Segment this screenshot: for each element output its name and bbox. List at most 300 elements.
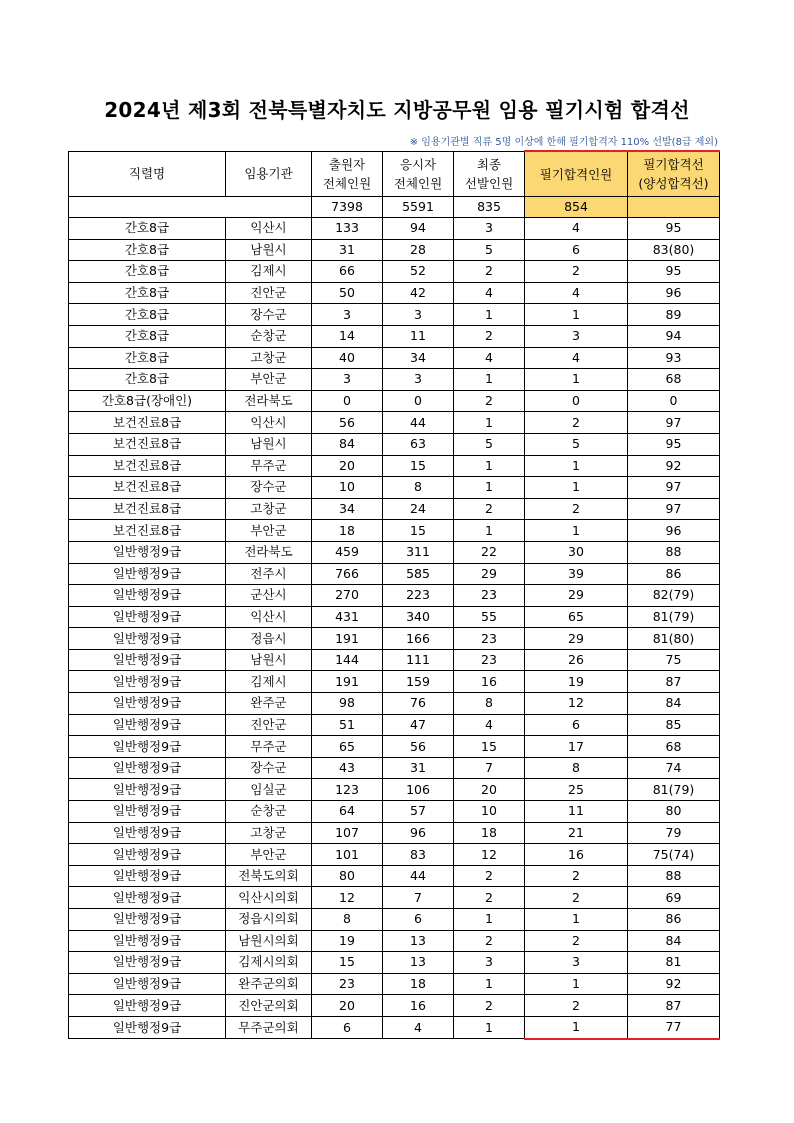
table-row — [69, 736, 720, 758]
cell-cutoff: 89 — [628, 304, 720, 326]
cell-applicants: 3 — [312, 304, 383, 326]
cell-final: 23 — [454, 628, 525, 650]
cell-applicants: 34 — [312, 498, 383, 520]
cell-position: 보건진료8급 — [69, 433, 226, 455]
cell-cutoff: 95 — [628, 261, 720, 283]
cell-passers: 6 — [525, 714, 628, 736]
cell-final: 4 — [454, 714, 525, 736]
table-row — [69, 1016, 720, 1038]
cell-position: 일반행정9급 — [69, 909, 226, 931]
cell-cutoff: 87 — [628, 671, 720, 693]
cell-agency: 진안군 — [226, 282, 312, 304]
cell-position: 보건진료8급 — [69, 477, 226, 499]
cell-takers: 3 — [383, 369, 454, 391]
cell-passers: 29 — [525, 628, 628, 650]
cell-final: 2 — [454, 390, 525, 412]
table-row — [69, 239, 720, 261]
cell-passers: 4 — [525, 218, 628, 240]
cell-agency: 남원시 — [226, 239, 312, 261]
cell-applicants: 64 — [312, 801, 383, 823]
cell-passers: 17 — [525, 736, 628, 758]
cell-final: 18 — [454, 822, 525, 844]
cell-cutoff: 69 — [628, 887, 720, 909]
cell-applicants: 65 — [312, 736, 383, 758]
cell-takers: 311 — [383, 541, 454, 563]
cell-position: 일반행정9급 — [69, 822, 226, 844]
cell-applicants: 14 — [312, 325, 383, 347]
col-header-takers-line2: 전체인원 — [393, 175, 443, 191]
cell-position: 일반행정9급 — [69, 973, 226, 995]
totals-label-cell — [69, 197, 312, 218]
cell-agency: 고창군 — [226, 347, 312, 369]
table-row — [69, 563, 720, 585]
table-row — [69, 282, 720, 304]
cell-position: 간호8급 — [69, 369, 226, 391]
cell-passers: 2 — [525, 930, 628, 952]
cell-agency: 남원시의회 — [226, 930, 312, 952]
cell-position: 보건진료8급 — [69, 498, 226, 520]
cell-agency: 김제시 — [226, 671, 312, 693]
table-row — [69, 649, 720, 671]
cell-cutoff: 85 — [628, 714, 720, 736]
cell-takers: 83 — [383, 844, 454, 866]
cell-position: 일반행정9급 — [69, 563, 226, 585]
table-row — [69, 801, 720, 823]
cell-position: 일반행정9급 — [69, 606, 226, 628]
cell-final: 5 — [454, 239, 525, 261]
table-row — [69, 218, 720, 240]
col-header-takers-line1: 응시자 — [399, 156, 437, 172]
cell-passers: 39 — [525, 563, 628, 585]
cell-cutoff: 94 — [628, 325, 720, 347]
cell-cutoff: 88 — [628, 541, 720, 563]
table-row — [69, 952, 720, 974]
cell-agency: 장수군 — [226, 304, 312, 326]
cell-agency: 전라북도 — [226, 390, 312, 412]
cell-cutoff: 92 — [628, 455, 720, 477]
col-header-position: 직렬명 — [69, 151, 226, 197]
cell-cutoff: 97 — [628, 477, 720, 499]
cell-position: 간호8급 — [69, 239, 226, 261]
cell-passers: 8 — [525, 757, 628, 779]
cell-cutoff: 74 — [628, 757, 720, 779]
cell-takers: 0 — [383, 390, 454, 412]
cell-position: 일반행정9급 — [69, 865, 226, 887]
cell-passers: 0 — [525, 390, 628, 412]
cell-passers: 2 — [525, 261, 628, 283]
cell-position: 일반행정9급 — [69, 1016, 226, 1038]
cell-applicants: 10 — [312, 477, 383, 499]
cell-position: 간호8급 — [69, 282, 226, 304]
cell-final: 29 — [454, 563, 525, 585]
cell-position: 간호8급 — [69, 218, 226, 240]
cell-takers: 3 — [383, 304, 454, 326]
cell-agency: 장수군 — [226, 757, 312, 779]
cell-passers: 16 — [525, 844, 628, 866]
cell-agency: 익산시 — [226, 412, 312, 434]
cell-passers: 1 — [525, 477, 628, 499]
cell-final: 2 — [454, 865, 525, 887]
cell-takers: 106 — [383, 779, 454, 801]
cell-passers: 2 — [525, 995, 628, 1017]
table-row — [69, 973, 720, 995]
table-row — [69, 585, 720, 607]
cell-takers: 44 — [383, 865, 454, 887]
cell-agency: 장수군 — [226, 477, 312, 499]
cell-cutoff: 75(74) — [628, 844, 720, 866]
cell-cutoff: 84 — [628, 930, 720, 952]
cell-passers: 65 — [525, 606, 628, 628]
cell-passers: 3 — [525, 952, 628, 974]
cell-position: 일반행정9급 — [69, 585, 226, 607]
cell-final: 23 — [454, 585, 525, 607]
cell-final: 15 — [454, 736, 525, 758]
cell-cutoff: 75 — [628, 649, 720, 671]
cell-takers: 28 — [383, 239, 454, 261]
cell-passers: 1 — [525, 455, 628, 477]
cell-position: 일반행정9급 — [69, 930, 226, 952]
col-header-applicants — [312, 151, 383, 197]
cell-passers: 21 — [525, 822, 628, 844]
table-row — [69, 779, 720, 801]
total-passers: 854 — [525, 197, 628, 218]
cell-final: 4 — [454, 282, 525, 304]
cell-cutoff: 83(80) — [628, 239, 720, 261]
cell-passers: 1 — [525, 369, 628, 391]
cell-agency: 순창군 — [226, 325, 312, 347]
col-header-takers — [383, 151, 454, 197]
cell-agency: 순창군 — [226, 801, 312, 823]
table-row — [69, 520, 720, 542]
cell-applicants: 56 — [312, 412, 383, 434]
cell-applicants: 15 — [312, 952, 383, 974]
cell-applicants: 51 — [312, 714, 383, 736]
cell-position: 일반행정9급 — [69, 844, 226, 866]
cell-applicants: 18 — [312, 520, 383, 542]
table-row — [69, 498, 720, 520]
cell-agency: 임실군 — [226, 779, 312, 801]
cell-position: 간호8급 — [69, 347, 226, 369]
cell-cutoff: 92 — [628, 973, 720, 995]
table-row — [69, 930, 720, 952]
cell-passers: 1 — [525, 520, 628, 542]
col-header-final-line1: 최종 — [476, 156, 502, 172]
col-header-final-line2: 선발인원 — [464, 175, 514, 191]
cell-position: 일반행정9급 — [69, 649, 226, 671]
header-row — [69, 151, 720, 197]
cell-position: 간호8급 — [69, 261, 226, 283]
cell-position: 일반행정9급 — [69, 714, 226, 736]
cell-passers: 29 — [525, 585, 628, 607]
table-row — [69, 887, 720, 909]
cell-applicants: 40 — [312, 347, 383, 369]
cell-position: 일반행정9급 — [69, 779, 226, 801]
table-row — [69, 865, 720, 887]
cell-applicants: 80 — [312, 865, 383, 887]
table-row — [69, 390, 720, 412]
cell-cutoff: 81(80) — [628, 628, 720, 650]
cell-position: 보건진료8급 — [69, 520, 226, 542]
cell-position: 일반행정9급 — [69, 541, 226, 563]
cell-agency: 익산시 — [226, 218, 312, 240]
cell-takers: 159 — [383, 671, 454, 693]
cell-passers: 30 — [525, 541, 628, 563]
table-row — [69, 628, 720, 650]
cell-applicants: 191 — [312, 628, 383, 650]
cell-applicants: 50 — [312, 282, 383, 304]
cell-takers: 31 — [383, 757, 454, 779]
table-row — [69, 304, 720, 326]
table-row — [69, 844, 720, 866]
cell-passers: 5 — [525, 433, 628, 455]
cell-agency: 고창군 — [226, 822, 312, 844]
cell-takers: 7 — [383, 887, 454, 909]
cell-takers: 223 — [383, 585, 454, 607]
cell-passers: 1 — [525, 304, 628, 326]
total-final: 835 — [454, 197, 525, 218]
cell-agency: 고창군 — [226, 498, 312, 520]
cell-final: 22 — [454, 541, 525, 563]
cell-cutoff: 68 — [628, 369, 720, 391]
table-row — [69, 412, 720, 434]
cell-cutoff: 81(79) — [628, 779, 720, 801]
cell-final: 1 — [454, 412, 525, 434]
cell-agency: 군산시 — [226, 585, 312, 607]
cell-final: 3 — [454, 218, 525, 240]
cell-position: 일반행정9급 — [69, 801, 226, 823]
cell-agency: 익산시의회 — [226, 887, 312, 909]
table-row — [69, 369, 720, 391]
cell-position: 일반행정9급 — [69, 995, 226, 1017]
total-takers: 5591 — [383, 197, 454, 218]
cell-takers: 585 — [383, 563, 454, 585]
cell-final: 1 — [454, 369, 525, 391]
table-row — [69, 433, 720, 455]
cell-cutoff: 0 — [628, 390, 720, 412]
cell-takers: 44 — [383, 412, 454, 434]
cell-passers: 1 — [525, 973, 628, 995]
cell-passers: 1 — [525, 1016, 628, 1038]
table-row — [69, 757, 720, 779]
table-row — [69, 671, 720, 693]
cell-final: 12 — [454, 844, 525, 866]
cell-applicants: 101 — [312, 844, 383, 866]
cell-takers: 18 — [383, 973, 454, 995]
cell-agency: 진안군의회 — [226, 995, 312, 1017]
col-header-applicants-line1: 출원자 — [328, 156, 366, 172]
col-header-cutoff-line2: (양성합격선) — [638, 176, 709, 191]
cell-agency: 남원시 — [226, 433, 312, 455]
cell-passers: 2 — [525, 498, 628, 520]
col-header-cutoff — [628, 151, 720, 197]
table-row — [69, 477, 720, 499]
cell-takers: 57 — [383, 801, 454, 823]
totals-row — [69, 197, 720, 218]
cell-cutoff: 86 — [628, 909, 720, 931]
table-row — [69, 995, 720, 1017]
table-row — [69, 541, 720, 563]
cell-position: 일반행정9급 — [69, 887, 226, 909]
cell-applicants: 459 — [312, 541, 383, 563]
cell-agency: 부안군 — [226, 520, 312, 542]
cell-takers: 4 — [383, 1016, 454, 1038]
cell-final: 2 — [454, 325, 525, 347]
cell-final: 1 — [454, 477, 525, 499]
cell-final: 2 — [454, 930, 525, 952]
cell-passers: 6 — [525, 239, 628, 261]
cell-applicants: 20 — [312, 455, 383, 477]
cell-applicants: 144 — [312, 649, 383, 671]
cell-takers: 42 — [383, 282, 454, 304]
cell-cutoff: 68 — [628, 736, 720, 758]
cell-agency: 진안군 — [226, 714, 312, 736]
cell-takers: 15 — [383, 520, 454, 542]
cell-agency: 무주군 — [226, 736, 312, 758]
cell-passers: 1 — [525, 909, 628, 931]
cell-cutoff: 97 — [628, 412, 720, 434]
cell-agency: 전라북도 — [226, 541, 312, 563]
cell-passers: 4 — [525, 282, 628, 304]
cell-final: 4 — [454, 347, 525, 369]
cell-position: 간호8급 — [69, 304, 226, 326]
cell-position: 일반행정9급 — [69, 952, 226, 974]
cell-final: 1 — [454, 973, 525, 995]
cell-position: 보건진료8급 — [69, 412, 226, 434]
table-row — [69, 606, 720, 628]
table-row — [69, 693, 720, 715]
cell-agency: 무주군의회 — [226, 1016, 312, 1038]
cell-final: 5 — [454, 433, 525, 455]
cell-final: 2 — [454, 498, 525, 520]
cell-final: 1 — [454, 304, 525, 326]
cell-cutoff: 96 — [628, 520, 720, 542]
cell-agency: 정읍시 — [226, 628, 312, 650]
cell-passers: 4 — [525, 347, 628, 369]
cell-takers: 76 — [383, 693, 454, 715]
cell-cutoff: 93 — [628, 347, 720, 369]
cell-cutoff: 80 — [628, 801, 720, 823]
table-row — [69, 347, 720, 369]
col-header-final — [454, 151, 525, 197]
total-applicants: 7398 — [312, 197, 383, 218]
table-row — [69, 909, 720, 931]
cell-cutoff: 95 — [628, 433, 720, 455]
cell-applicants: 98 — [312, 693, 383, 715]
cell-passers: 2 — [525, 887, 628, 909]
cell-final: 10 — [454, 801, 525, 823]
cell-cutoff: 79 — [628, 822, 720, 844]
cell-final: 1 — [454, 520, 525, 542]
cell-applicants: 20 — [312, 995, 383, 1017]
table-row — [69, 455, 720, 477]
cell-final: 3 — [454, 952, 525, 974]
col-header-cutoff-line1: 필기합격선 — [643, 157, 704, 172]
cell-cutoff: 81(79) — [628, 606, 720, 628]
cell-cutoff: 87 — [628, 995, 720, 1017]
table-row — [69, 261, 720, 283]
cell-applicants: 19 — [312, 930, 383, 952]
cell-applicants: 431 — [312, 606, 383, 628]
cell-applicants: 6 — [312, 1016, 383, 1038]
cell-cutoff: 81 — [628, 952, 720, 974]
table-row — [69, 822, 720, 844]
col-header-agency: 임용기관 — [226, 151, 312, 197]
cell-final: 1 — [454, 909, 525, 931]
cell-applicants: 0 — [312, 390, 383, 412]
cell-position: 일반행정9급 — [69, 693, 226, 715]
cell-final: 2 — [454, 887, 525, 909]
cell-applicants: 107 — [312, 822, 383, 844]
cell-final: 55 — [454, 606, 525, 628]
cell-takers: 96 — [383, 822, 454, 844]
cell-passers: 3 — [525, 325, 628, 347]
cell-takers: 111 — [383, 649, 454, 671]
cell-cutoff: 97 — [628, 498, 720, 520]
table-row — [69, 325, 720, 347]
cell-agency: 남원시 — [226, 649, 312, 671]
cell-takers: 13 — [383, 930, 454, 952]
cell-takers: 166 — [383, 628, 454, 650]
cell-position: 보건진료8급 — [69, 455, 226, 477]
cell-takers: 11 — [383, 325, 454, 347]
cell-cutoff: 84 — [628, 693, 720, 715]
cell-takers: 6 — [383, 909, 454, 931]
cell-agency: 전주시 — [226, 563, 312, 585]
cell-cutoff: 88 — [628, 865, 720, 887]
cell-passers: 2 — [525, 412, 628, 434]
cell-takers: 52 — [383, 261, 454, 283]
col-header-passers: 필기합격인원 — [525, 151, 628, 197]
cell-takers: 8 — [383, 477, 454, 499]
cell-cutoff: 96 — [628, 282, 720, 304]
cell-final: 2 — [454, 995, 525, 1017]
col-header-applicants-line2: 전체인원 — [322, 175, 372, 191]
cell-takers: 24 — [383, 498, 454, 520]
cell-passers: 19 — [525, 671, 628, 693]
cell-applicants: 84 — [312, 433, 383, 455]
cell-agency: 김제시의회 — [226, 952, 312, 974]
cell-passers: 25 — [525, 779, 628, 801]
cutoff-table — [68, 150, 720, 1040]
cell-takers: 15 — [383, 455, 454, 477]
cell-applicants: 8 — [312, 909, 383, 931]
selection-note: ※ 임용기관별 직류 5명 이상에 한해 필기합격자 110% 선발(8급 제외) — [409, 137, 718, 148]
cell-applicants: 270 — [312, 585, 383, 607]
cell-agency: 부안군 — [226, 369, 312, 391]
cell-final: 1 — [454, 1016, 525, 1038]
cell-passers: 11 — [525, 801, 628, 823]
cell-final: 23 — [454, 649, 525, 671]
cell-takers: 47 — [383, 714, 454, 736]
cell-position: 일반행정9급 — [69, 628, 226, 650]
cell-takers: 13 — [383, 952, 454, 974]
cell-applicants: 133 — [312, 218, 383, 240]
cell-cutoff: 86 — [628, 563, 720, 585]
cell-applicants: 23 — [312, 973, 383, 995]
cell-agency: 익산시 — [226, 606, 312, 628]
cell-position: 일반행정9급 — [69, 736, 226, 758]
cell-agency: 정읍시의회 — [226, 909, 312, 931]
cell-final: 2 — [454, 261, 525, 283]
cell-position: 일반행정9급 — [69, 671, 226, 693]
cell-cutoff: 82(79) — [628, 585, 720, 607]
cell-final: 20 — [454, 779, 525, 801]
cell-applicants: 31 — [312, 239, 383, 261]
cell-agency: 김제시 — [226, 261, 312, 283]
cell-final: 8 — [454, 693, 525, 715]
cell-passers: 2 — [525, 865, 628, 887]
cell-final: 1 — [454, 455, 525, 477]
